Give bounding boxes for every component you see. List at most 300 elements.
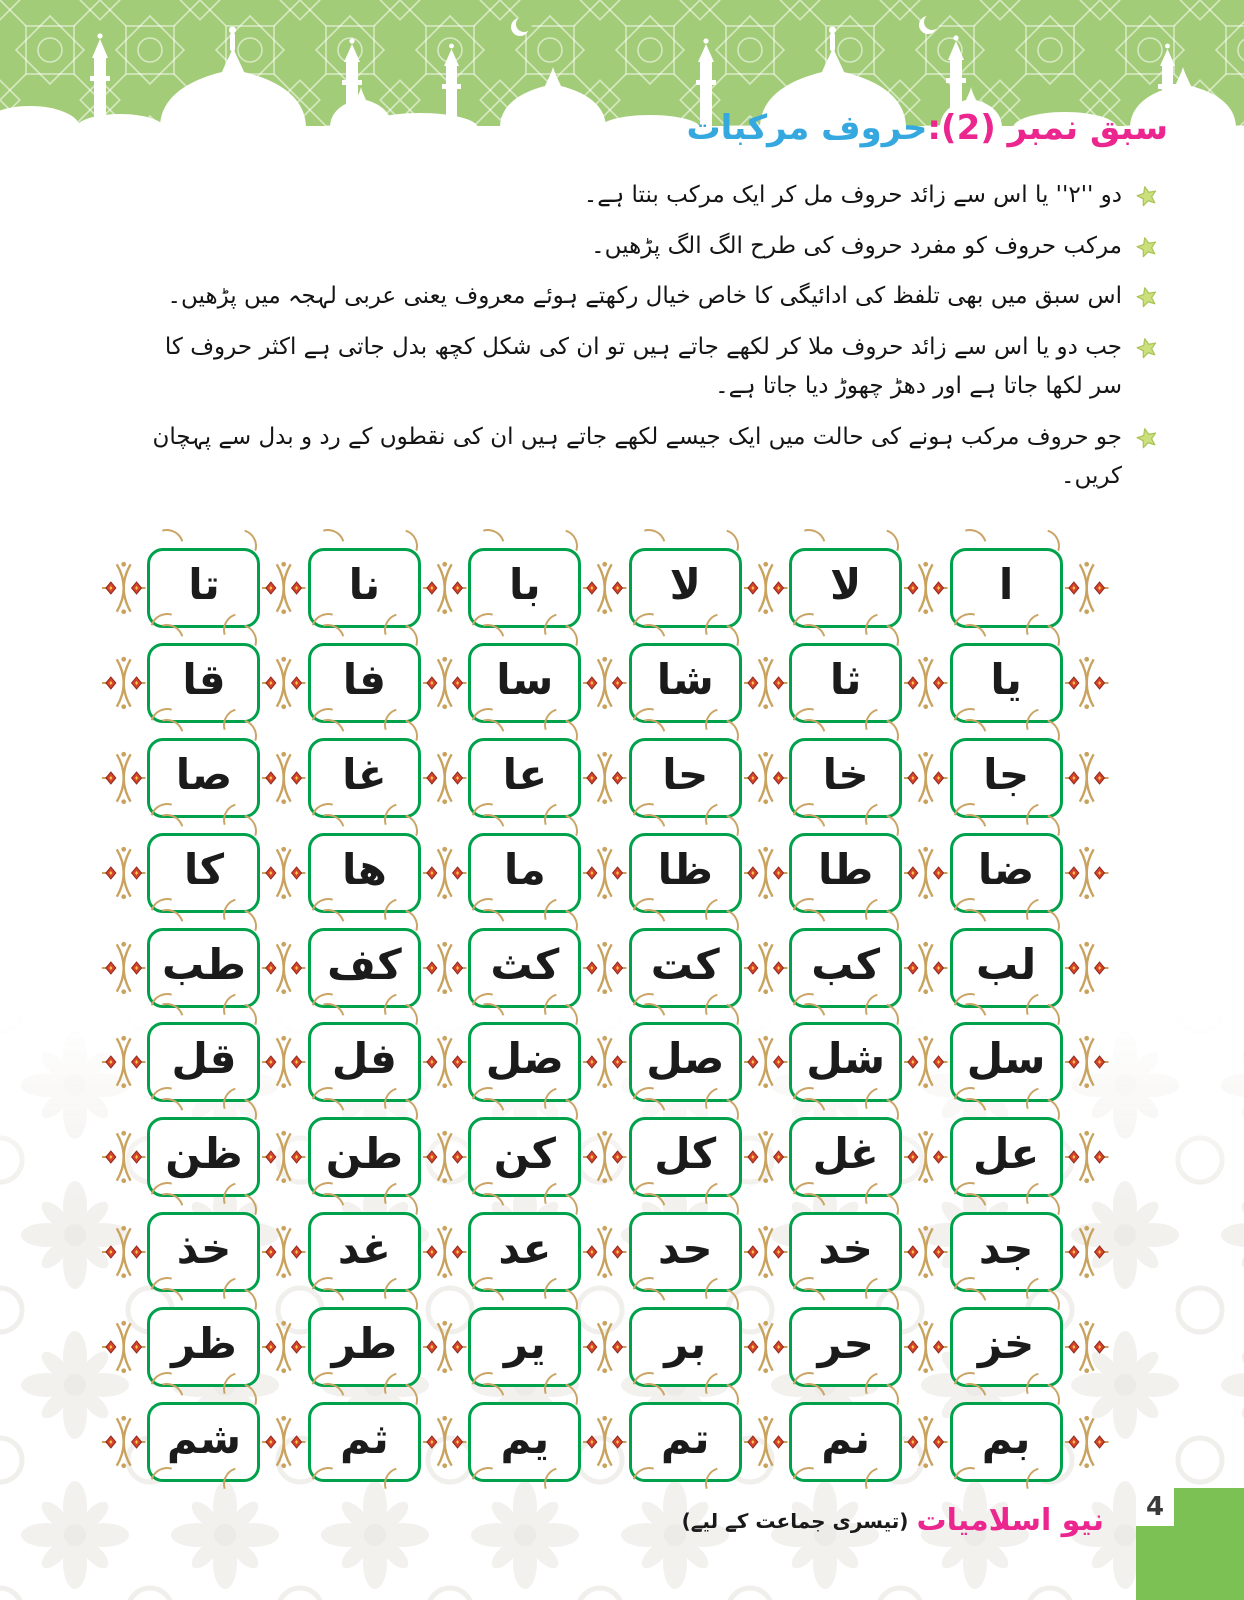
letter-pair: طر xyxy=(331,1319,398,1368)
grid-cell xyxy=(789,1022,902,1102)
grid-cell xyxy=(308,1117,421,1197)
grid-cell xyxy=(147,1212,260,1292)
page-number: 4 xyxy=(1136,1488,1174,1526)
ornament-icon xyxy=(260,1411,307,1473)
letter-pair: عد xyxy=(498,1224,552,1274)
ornament-icon xyxy=(100,652,147,714)
cell-divider xyxy=(581,1221,628,1283)
grid-cell xyxy=(147,1117,260,1197)
letter-pair: خز xyxy=(977,1319,1035,1368)
grid-cell xyxy=(789,1212,902,1292)
letter-pair: ضل xyxy=(485,1034,564,1084)
ornament-icon xyxy=(260,557,307,619)
corner-flourish-icon xyxy=(947,523,993,569)
grid-cell xyxy=(950,738,1063,818)
grid-cell xyxy=(789,928,902,1008)
corner-flourish-icon xyxy=(465,523,511,569)
letter-pair: سا xyxy=(496,654,554,704)
lesson-point xyxy=(150,328,1158,407)
cell-divider xyxy=(742,557,789,619)
grid-cell xyxy=(789,833,902,913)
grid-cell xyxy=(308,548,421,628)
cell-divider xyxy=(421,747,468,809)
book-subtitle: (تیسری جماعت کے لیے) xyxy=(681,1508,909,1533)
grid-row xyxy=(100,738,1110,818)
ornament-icon xyxy=(1063,842,1110,904)
grid-row xyxy=(100,643,1110,723)
ornament-icon xyxy=(581,1316,628,1378)
ornament-icon xyxy=(902,842,949,904)
letters-grid xyxy=(100,548,1110,1482)
lesson-point-text: دو ''۲'' یا اس سے زائد حروف مل کر ایک مرکب بنتا ہے۔ xyxy=(583,182,1122,208)
cell-divider xyxy=(1063,652,1110,714)
ornament-icon xyxy=(260,652,307,714)
cell-divider xyxy=(581,1411,628,1473)
grid-cell xyxy=(950,1117,1063,1197)
cell-divider xyxy=(1063,937,1110,999)
grid-cell xyxy=(147,738,260,818)
cell-divider xyxy=(100,1126,147,1188)
letter-pair: یم xyxy=(500,1413,550,1463)
cell-divider xyxy=(581,557,628,619)
cell-divider xyxy=(902,557,949,619)
ornament-icon xyxy=(100,747,147,809)
grid-cell xyxy=(629,643,742,723)
ornament-icon xyxy=(742,1221,789,1283)
letter-pair: خد xyxy=(818,1224,873,1274)
cell-divider xyxy=(1063,1411,1110,1473)
ornament-icon xyxy=(260,937,307,999)
grid-cell xyxy=(950,1307,1063,1387)
ornament-icon xyxy=(742,842,789,904)
ornament-icon xyxy=(421,937,468,999)
page-title xyxy=(687,108,1168,148)
cell-divider xyxy=(742,1221,789,1283)
ornament-icon xyxy=(1063,557,1110,619)
ornament-icon xyxy=(100,1411,147,1473)
cell-divider xyxy=(1063,557,1110,619)
letter-pair: ها xyxy=(341,844,387,894)
grid-cell xyxy=(468,548,581,628)
grid-cell xyxy=(147,1307,260,1387)
grid-cell xyxy=(147,1022,260,1102)
letter-pair: سل xyxy=(966,1034,1046,1084)
grid-cell xyxy=(308,928,421,1008)
ornament-icon xyxy=(260,1126,307,1188)
grid-row xyxy=(100,1402,1110,1482)
cell-divider xyxy=(581,747,628,809)
letter-pair: طب xyxy=(161,939,246,989)
letter-pair: یا xyxy=(990,654,1022,704)
cell-divider xyxy=(260,652,307,714)
cell-divider xyxy=(100,652,147,714)
page-corner-block xyxy=(1136,1488,1244,1600)
corner-flourish-icon xyxy=(217,523,263,569)
grid-cell xyxy=(789,548,902,628)
ornament-icon xyxy=(1063,1221,1110,1283)
letter-pair: ظر xyxy=(171,1319,237,1368)
letter-pair: خا xyxy=(822,749,869,799)
ornament-icon xyxy=(1063,1031,1110,1093)
lesson-point-text: اس سبق میں بھی تلفظ کی ادائیگی کا خاص خیال رکھتے ہوئے معروف یعنی عربی لہجہ میں پڑھیں۔ xyxy=(167,283,1122,310)
letter-pair: لا xyxy=(669,560,701,609)
cell-divider xyxy=(742,937,789,999)
star-bullet-icon xyxy=(1136,236,1158,258)
grid-cell xyxy=(147,643,260,723)
cell-divider xyxy=(421,1316,468,1378)
cell-divider xyxy=(421,1221,468,1283)
letter-pair: خذ xyxy=(176,1224,232,1274)
ornament-icon xyxy=(1063,1126,1110,1188)
cell-divider xyxy=(421,652,468,714)
ornament-icon xyxy=(260,1221,307,1283)
ornament-icon xyxy=(421,842,468,904)
cell-divider xyxy=(1063,747,1110,809)
grid-cell xyxy=(308,738,421,818)
cell-divider xyxy=(260,937,307,999)
grid-row xyxy=(100,1212,1110,1292)
letter-pair: نم xyxy=(821,1413,871,1463)
ornament-icon xyxy=(421,1316,468,1378)
ornament-icon xyxy=(1063,1316,1110,1378)
ornament-icon xyxy=(902,1031,949,1093)
cell-divider xyxy=(1063,1316,1110,1378)
lesson-point xyxy=(150,277,1158,317)
ornament-icon xyxy=(581,557,628,619)
lesson-point xyxy=(150,227,1158,267)
cell-divider xyxy=(260,1221,307,1283)
grid-cell xyxy=(629,1402,742,1482)
corner-flourish-icon xyxy=(1020,523,1066,569)
ornament-icon xyxy=(902,557,949,619)
grid-cell xyxy=(789,1307,902,1387)
book-title: نیو اسلامیات xyxy=(916,1503,1104,1538)
letter-pair: عا xyxy=(502,749,548,799)
letter-pair: قا xyxy=(182,654,226,704)
ornament-icon xyxy=(100,1126,147,1188)
corner-flourish-icon xyxy=(859,523,905,569)
cell-divider xyxy=(1063,1126,1110,1188)
cell-divider xyxy=(260,1411,307,1473)
lesson-point-text: مرکب حروف کو مفرد حروف کی طرح الگ الگ پڑھیں۔ xyxy=(591,232,1122,259)
ornament-icon xyxy=(742,1316,789,1378)
cell-divider xyxy=(260,1031,307,1093)
letter-pair: ثم xyxy=(340,1413,389,1463)
ornament-icon xyxy=(581,842,628,904)
corner-flourish-icon xyxy=(144,523,190,569)
letter-pair: فل xyxy=(331,1034,397,1084)
cell-divider xyxy=(902,1126,949,1188)
star-bullet-icon xyxy=(1136,337,1158,359)
cell-divider xyxy=(1063,842,1110,904)
grid-cell xyxy=(950,928,1063,1008)
cell-divider xyxy=(581,937,628,999)
ornament-icon xyxy=(421,1221,468,1283)
cell-divider xyxy=(100,747,147,809)
ornament-icon xyxy=(902,1221,949,1283)
ornament-icon xyxy=(581,1411,628,1473)
grid-row xyxy=(100,1307,1110,1387)
grid-cell xyxy=(468,1022,581,1102)
corner-flourish-icon xyxy=(786,523,832,569)
cell-divider xyxy=(742,652,789,714)
letter-pair: شا xyxy=(656,654,714,704)
lesson-subject-label: حروف مرکبات xyxy=(686,108,928,148)
star-bullet-icon xyxy=(1136,185,1158,207)
letter-pair: بر xyxy=(664,1319,707,1368)
grid-cell xyxy=(468,1117,581,1197)
ornament-icon xyxy=(742,937,789,999)
letter-pair: طا xyxy=(817,844,874,894)
cell-divider xyxy=(100,1031,147,1093)
cell-divider xyxy=(581,1316,628,1378)
grid-cell xyxy=(950,548,1063,628)
ornament-icon xyxy=(902,652,949,714)
grid-row xyxy=(100,928,1110,1008)
letter-pair: لب xyxy=(975,939,1037,989)
letter-pair: ثا xyxy=(829,654,862,704)
ornament-icon xyxy=(1063,1411,1110,1473)
ornament-icon xyxy=(421,1031,468,1093)
letter-pair: غل xyxy=(812,1129,879,1179)
letter-pair: کث xyxy=(490,939,560,989)
ornament-icon xyxy=(902,747,949,809)
cell-divider xyxy=(742,1126,789,1188)
cell-divider xyxy=(100,1316,147,1378)
lesson-point-text: جب دو یا اس سے زائد حروف ملا کر لکھے جاتے ہیں تو ان کی شکل کچھ بدل جاتی ہے اکثر حروف کا سر لکھا جاتا ہے اور دھڑ چھوڑ دیا جاتا ہے۔ xyxy=(164,333,1122,400)
ornament-icon xyxy=(902,1126,949,1188)
letter-pair: ما xyxy=(503,844,546,894)
letter-pair: کل xyxy=(654,1129,717,1179)
cell-divider xyxy=(421,842,468,904)
letter-pair: کب xyxy=(811,939,881,989)
ornament-icon xyxy=(742,1126,789,1188)
grid-cell xyxy=(950,1212,1063,1292)
cell-divider xyxy=(100,1411,147,1473)
grid-cell xyxy=(789,738,902,818)
grid-cell xyxy=(468,738,581,818)
grid-cell xyxy=(468,643,581,723)
ornament-icon xyxy=(421,557,468,619)
lesson-point-text: جو حروف مرکب ہونے کی حالت میں ایک جیسے لکھے جاتے ہیں ان کی نقطوں کے رد و بدل سے پہچان کریں۔ xyxy=(152,423,1122,490)
lesson-number-label: سبق نمبر (2): xyxy=(927,108,1168,148)
cell-divider xyxy=(902,652,949,714)
cell-divider xyxy=(902,1411,949,1473)
grid-cell xyxy=(147,548,260,628)
cell-divider xyxy=(1063,1031,1110,1093)
grid-cell xyxy=(308,643,421,723)
cell-divider xyxy=(742,1411,789,1473)
letter-pair: جد xyxy=(978,1224,1034,1274)
ornament-icon xyxy=(260,1031,307,1093)
grid-cell xyxy=(468,1307,581,1387)
cell-divider xyxy=(260,557,307,619)
ornament-icon xyxy=(421,1126,468,1188)
grid-row xyxy=(100,1117,1110,1197)
letter-pair: شل xyxy=(806,1034,886,1084)
cell-divider xyxy=(260,1126,307,1188)
grid-cell xyxy=(950,1402,1063,1482)
letter-pair: ظا xyxy=(657,844,713,894)
cell-divider xyxy=(742,1031,789,1093)
star-bullet-icon xyxy=(1136,427,1158,449)
cell-divider xyxy=(902,1221,949,1283)
ornament-icon xyxy=(742,1411,789,1473)
cell-divider xyxy=(742,747,789,809)
cell-divider xyxy=(902,1031,949,1093)
cell-divider xyxy=(902,747,949,809)
letter-pair: کن xyxy=(493,1129,556,1179)
ornament-icon xyxy=(902,937,949,999)
ornament-icon xyxy=(581,747,628,809)
grid-cell xyxy=(950,643,1063,723)
cell-divider xyxy=(421,1411,468,1473)
grid-cell xyxy=(468,1402,581,1482)
ornament-icon xyxy=(1063,652,1110,714)
cell-divider xyxy=(260,842,307,904)
grid-cell xyxy=(308,833,421,913)
letter-pair: طن xyxy=(325,1129,404,1179)
cell-divider xyxy=(421,937,468,999)
grid-cell xyxy=(147,1402,260,1482)
letter-pair: تا xyxy=(188,560,220,609)
letter-pair: جا xyxy=(983,749,1030,799)
letter-pair: تم xyxy=(660,1413,710,1463)
cell-divider xyxy=(100,557,147,619)
letter-pair: حد xyxy=(657,1224,713,1274)
cell-divider xyxy=(421,1031,468,1093)
grid-cell xyxy=(789,1402,902,1482)
letter-pair: حر xyxy=(817,1319,874,1368)
grid-cell xyxy=(308,1212,421,1292)
lesson-points-list xyxy=(150,176,1158,508)
letter-pair: لا xyxy=(830,560,862,609)
ornament-icon xyxy=(421,1411,468,1473)
letter-pair: فا xyxy=(342,654,387,704)
ornament-icon xyxy=(100,1031,147,1093)
cell-divider xyxy=(902,842,949,904)
corner-flourish-icon xyxy=(538,523,584,569)
cell-divider xyxy=(260,1316,307,1378)
letter-pair: ضا xyxy=(977,844,1035,894)
grid-cell xyxy=(308,1307,421,1387)
ornament-icon xyxy=(581,652,628,714)
ornament-icon xyxy=(260,747,307,809)
grid-cell xyxy=(950,1022,1063,1102)
corner-flourish-icon xyxy=(626,523,672,569)
ornament-icon xyxy=(100,1221,147,1283)
cell-divider xyxy=(902,1316,949,1378)
letter-pair: غد xyxy=(337,1224,391,1274)
cell-divider xyxy=(421,1126,468,1188)
grid-cell xyxy=(147,833,260,913)
cell-divider xyxy=(100,937,147,999)
ornament-icon xyxy=(421,747,468,809)
letter-pair: صا xyxy=(175,749,233,799)
letter-pair: با xyxy=(509,560,541,609)
ornament-icon xyxy=(100,1316,147,1378)
ornament-icon xyxy=(902,1411,949,1473)
ornament-icon xyxy=(260,842,307,904)
letter-pair: حا xyxy=(662,749,709,799)
grid-cell xyxy=(468,928,581,1008)
letter-pair: کت xyxy=(650,939,720,989)
grid-cell xyxy=(308,1402,421,1482)
ornament-icon xyxy=(581,1221,628,1283)
cell-divider xyxy=(742,842,789,904)
ornament-icon xyxy=(421,652,468,714)
letter-pair: غا xyxy=(342,749,387,799)
ornament-icon xyxy=(260,1316,307,1378)
star-bullet-icon xyxy=(1136,286,1158,308)
ornament-icon xyxy=(100,557,147,619)
ornament-icon xyxy=(742,747,789,809)
ornament-icon xyxy=(742,652,789,714)
ornament-icon xyxy=(742,557,789,619)
letter-pair: قل xyxy=(171,1034,237,1084)
letter-pair: کف xyxy=(327,939,402,989)
grid-cell xyxy=(629,548,742,628)
grid-cell xyxy=(147,928,260,1008)
cell-divider xyxy=(902,937,949,999)
cell-divider xyxy=(581,652,628,714)
lesson-point xyxy=(150,418,1158,497)
ornament-icon xyxy=(581,1126,628,1188)
grid-row xyxy=(100,833,1110,913)
letter-pair: نا xyxy=(348,560,381,609)
letter-pair: کا xyxy=(183,844,225,894)
grid-cell xyxy=(629,738,742,818)
letter-pair: عل xyxy=(972,1129,1040,1179)
ornament-icon xyxy=(902,1316,949,1378)
cell-divider xyxy=(1063,1221,1110,1283)
ornament-icon xyxy=(100,937,147,999)
footer xyxy=(682,1503,1104,1538)
grid-cell xyxy=(629,833,742,913)
corner-flourish-icon xyxy=(305,523,351,569)
grid-cell xyxy=(629,1022,742,1102)
ornament-icon xyxy=(100,842,147,904)
cell-divider xyxy=(100,842,147,904)
cell-divider xyxy=(581,842,628,904)
letter-pair: شم xyxy=(166,1413,242,1463)
grid-cell xyxy=(950,833,1063,913)
cell-divider xyxy=(581,1031,628,1093)
cell-divider xyxy=(581,1126,628,1188)
grid-cell xyxy=(789,643,902,723)
grid-row xyxy=(100,1022,1110,1102)
grid-cell xyxy=(468,1212,581,1292)
cell-divider xyxy=(421,557,468,619)
ornament-icon xyxy=(1063,937,1110,999)
grid-cell xyxy=(629,1212,742,1292)
corner-flourish-icon xyxy=(378,523,424,569)
cell-divider xyxy=(742,1316,789,1378)
ornament-icon xyxy=(581,1031,628,1093)
grid-row xyxy=(100,548,1110,628)
letter-pair: یر xyxy=(503,1319,546,1368)
ornament-icon xyxy=(581,937,628,999)
letter-pair: ظن xyxy=(165,1129,243,1179)
grid-cell xyxy=(468,833,581,913)
ornament-icon xyxy=(1063,747,1110,809)
letter-pair: ا xyxy=(998,560,1014,609)
letter-pair: بم xyxy=(981,1413,1031,1463)
grid-cell xyxy=(789,1117,902,1197)
letter-pair: صل xyxy=(646,1034,725,1084)
grid-cell xyxy=(629,928,742,1008)
cell-divider xyxy=(100,1221,147,1283)
